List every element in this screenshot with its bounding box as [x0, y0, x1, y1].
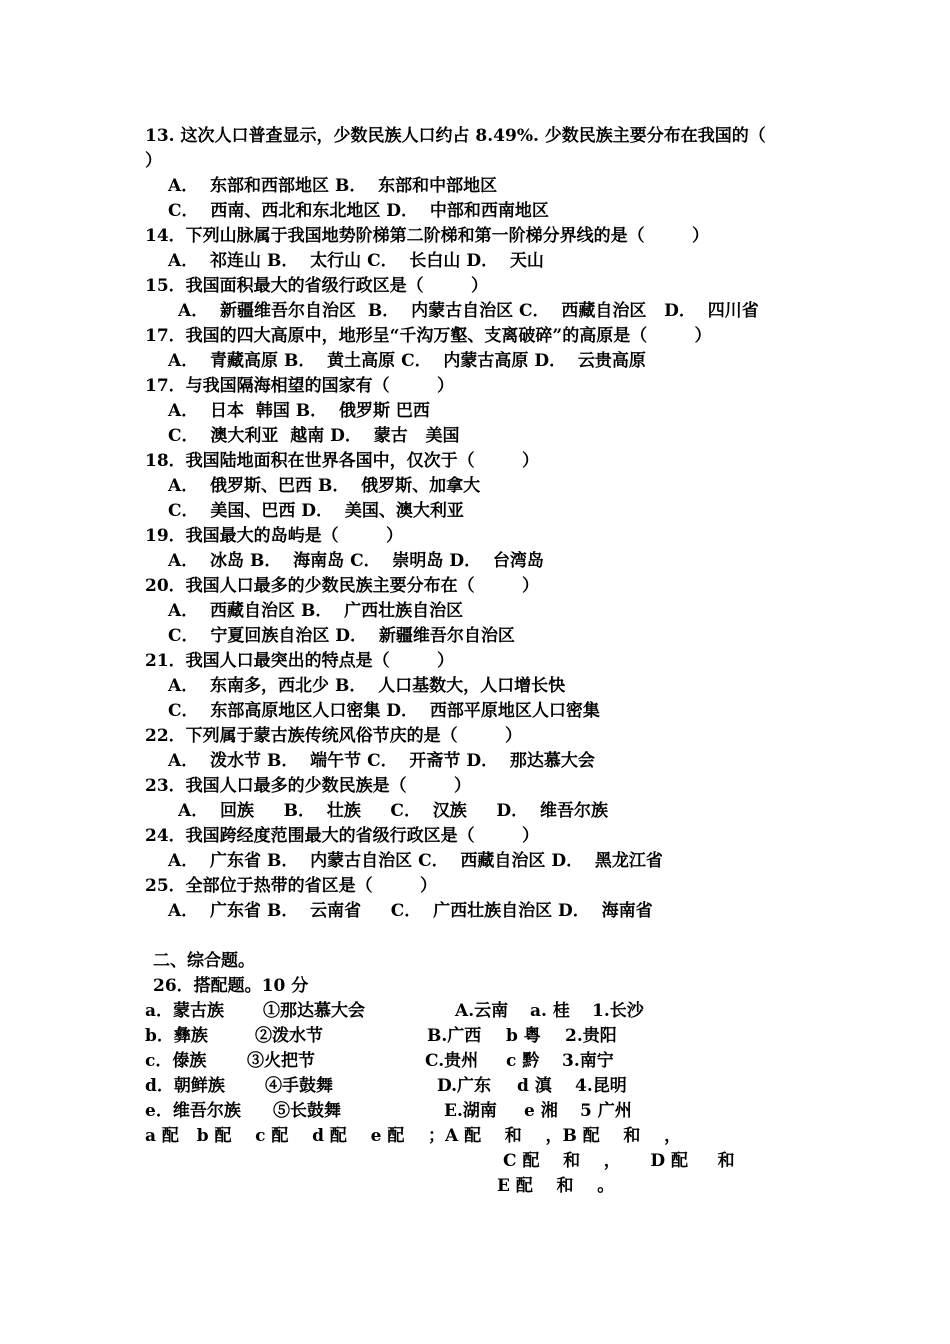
q13-options-2: C． 西南、西北和东北地区 D． 中部和西南地区	[168, 201, 549, 221]
q18-options-2: C． 美国、巴西 D． 美国、澳大利亚	[168, 501, 464, 521]
ethnic-e: e．维吾尔族	[145, 1101, 241, 1121]
q14-stem: 14．下列山脉属于我国地势阶梯第二阶梯和第一阶梯分界线的是（ ）	[145, 226, 710, 246]
q20-options-1: A． 西藏自治区 B． 广西壮族自治区	[168, 601, 464, 621]
q21-stem: 21．我国人口最突出的特点是（ ）	[145, 651, 455, 671]
capital-5: 5 广州	[580, 1101, 632, 1121]
festival-2: ②泼水节	[255, 1026, 323, 1046]
q15-stem: 15．我国面积最大的省级行政区是（ ）	[145, 276, 489, 296]
q13-stem-cont: ）	[145, 151, 162, 171]
q17b-options-1: A． 日本 韩国 B． 俄罗斯 巴西	[168, 401, 430, 421]
answer-line-3: E 配 和 。	[497, 1176, 615, 1196]
festival-5: ⑤长鼓舞	[273, 1101, 341, 1121]
section2-title: 二、综合题。	[153, 951, 255, 971]
q17a-stem: 17．我国的四大高原中，地形呈“千沟万壑、支离破碎”的高原是（ ）	[145, 326, 712, 346]
festival-3: ③火把节	[247, 1051, 315, 1071]
abbrev-c: c 黔	[506, 1051, 540, 1071]
q24-stem: 24．我国跨经度范围最大的省级行政区是（ ）	[145, 826, 540, 846]
answer-line-2: C 配 和 ， D 配 和	[503, 1151, 735, 1171]
q13-stem: 13. 这次人口普查显示，少数民族人口约占 8.49%. 少数民族主要分布在我国的（	[145, 126, 766, 146]
capital-1: 1.长沙	[592, 1001, 644, 1021]
q18-options-1: A． 俄罗斯、巴西 B． 俄罗斯、加拿大	[168, 476, 481, 496]
q15-options-1: A． 新疆维吾尔自治区 B． 内蒙古自治区 C． 西藏自治区 D． 四川省	[178, 301, 759, 321]
ethnic-d: d．朝鲜族	[145, 1076, 225, 1096]
q18-stem: 18．我国陆地面积在世界各国中，仅次于（ ）	[145, 451, 540, 471]
q25-stem: 25．全部位于热带的省区是（ ）	[145, 876, 438, 896]
q25-options-1: A． 广东省 B． 云南省 C． 广西壮族自治区 D． 海南省	[168, 901, 653, 921]
abbrev-d: d 滇	[517, 1076, 552, 1096]
province-a: A.云南	[455, 1001, 509, 1021]
q23-stem: 23．我国人口最多的少数民族是（ ）	[145, 776, 472, 796]
q19-options-1: A． 冰岛 B． 海南岛 C． 崇明岛 D． 台湾岛	[168, 551, 544, 571]
festival-4: ④手鼓舞	[265, 1076, 333, 1096]
q17b-options-2: C． 澳大利亚 越南 D． 蒙古 美国	[168, 426, 460, 446]
q20-stem: 20．我国人口最多的少数民族主要分布在（ ）	[145, 576, 540, 596]
abbrev-a: a. 桂	[530, 1001, 570, 1021]
capital-3: 3.南宁	[562, 1051, 614, 1071]
q13-options-1: A． 东部和西部地区 B． 东部和中部地区	[168, 176, 498, 196]
capital-2: 2.贵阳	[565, 1026, 617, 1046]
abbrev-b: b 粤	[506, 1026, 541, 1046]
q22-options-1: A． 泼水节 B． 端午节 C． 开斋节 D． 那达慕大会	[168, 751, 595, 771]
q21-options-1: A． 东南多，西北少 B． 人口基数大，人口增长快	[168, 676, 566, 696]
ethnic-b: b．彝族	[145, 1026, 208, 1046]
q23-options-1: A． 回族 B． 壮族 C． 汉族 D． 维吾尔族	[178, 801, 608, 821]
q20-options-2: C． 宁夏回族自治区 D． 新疆维吾尔自治区	[168, 626, 515, 646]
answer-line-1: a 配 b 配 c 配 d 配 e 配 ；A 配 和 ，B 配 和 ，	[145, 1126, 682, 1146]
q26-title: 26．搭配题。10 分	[153, 976, 309, 996]
abbrev-e: e 湘	[524, 1101, 558, 1121]
q14-options-1: A． 祁连山 B． 太行山 C． 长白山 D． 天山	[168, 251, 544, 271]
q24-options-1: A． 广东省 B． 内蒙古自治区 C． 西藏自治区 D． 黑龙江省	[168, 851, 663, 871]
province-b: B.广西	[427, 1026, 482, 1046]
q19-stem: 19．我国最大的岛屿是（ ）	[145, 526, 404, 546]
q17a-options-1: A． 青藏高原 B． 黄土高原 C． 内蒙古高原 D． 云贵高原	[168, 351, 646, 371]
capital-4: 4.昆明	[575, 1076, 627, 1096]
ethnic-c: c．傣族	[145, 1051, 207, 1071]
province-c: C.贵州	[425, 1051, 479, 1071]
ethnic-a: a．蒙古族	[145, 1001, 225, 1021]
q22-stem: 22．下列属于蒙古族传统风俗节庆的是（ ）	[145, 726, 523, 746]
q17b-stem: 17．与我国隔海相望的国家有（ ）	[145, 376, 455, 396]
q21-options-2: C． 东部高原地区人口密集 D． 西部平原地区人口密集	[168, 701, 600, 721]
festival-1: ①那达慕大会	[263, 1001, 365, 1021]
province-d: D.广东	[437, 1076, 492, 1096]
province-e: E.湖南	[444, 1101, 497, 1121]
